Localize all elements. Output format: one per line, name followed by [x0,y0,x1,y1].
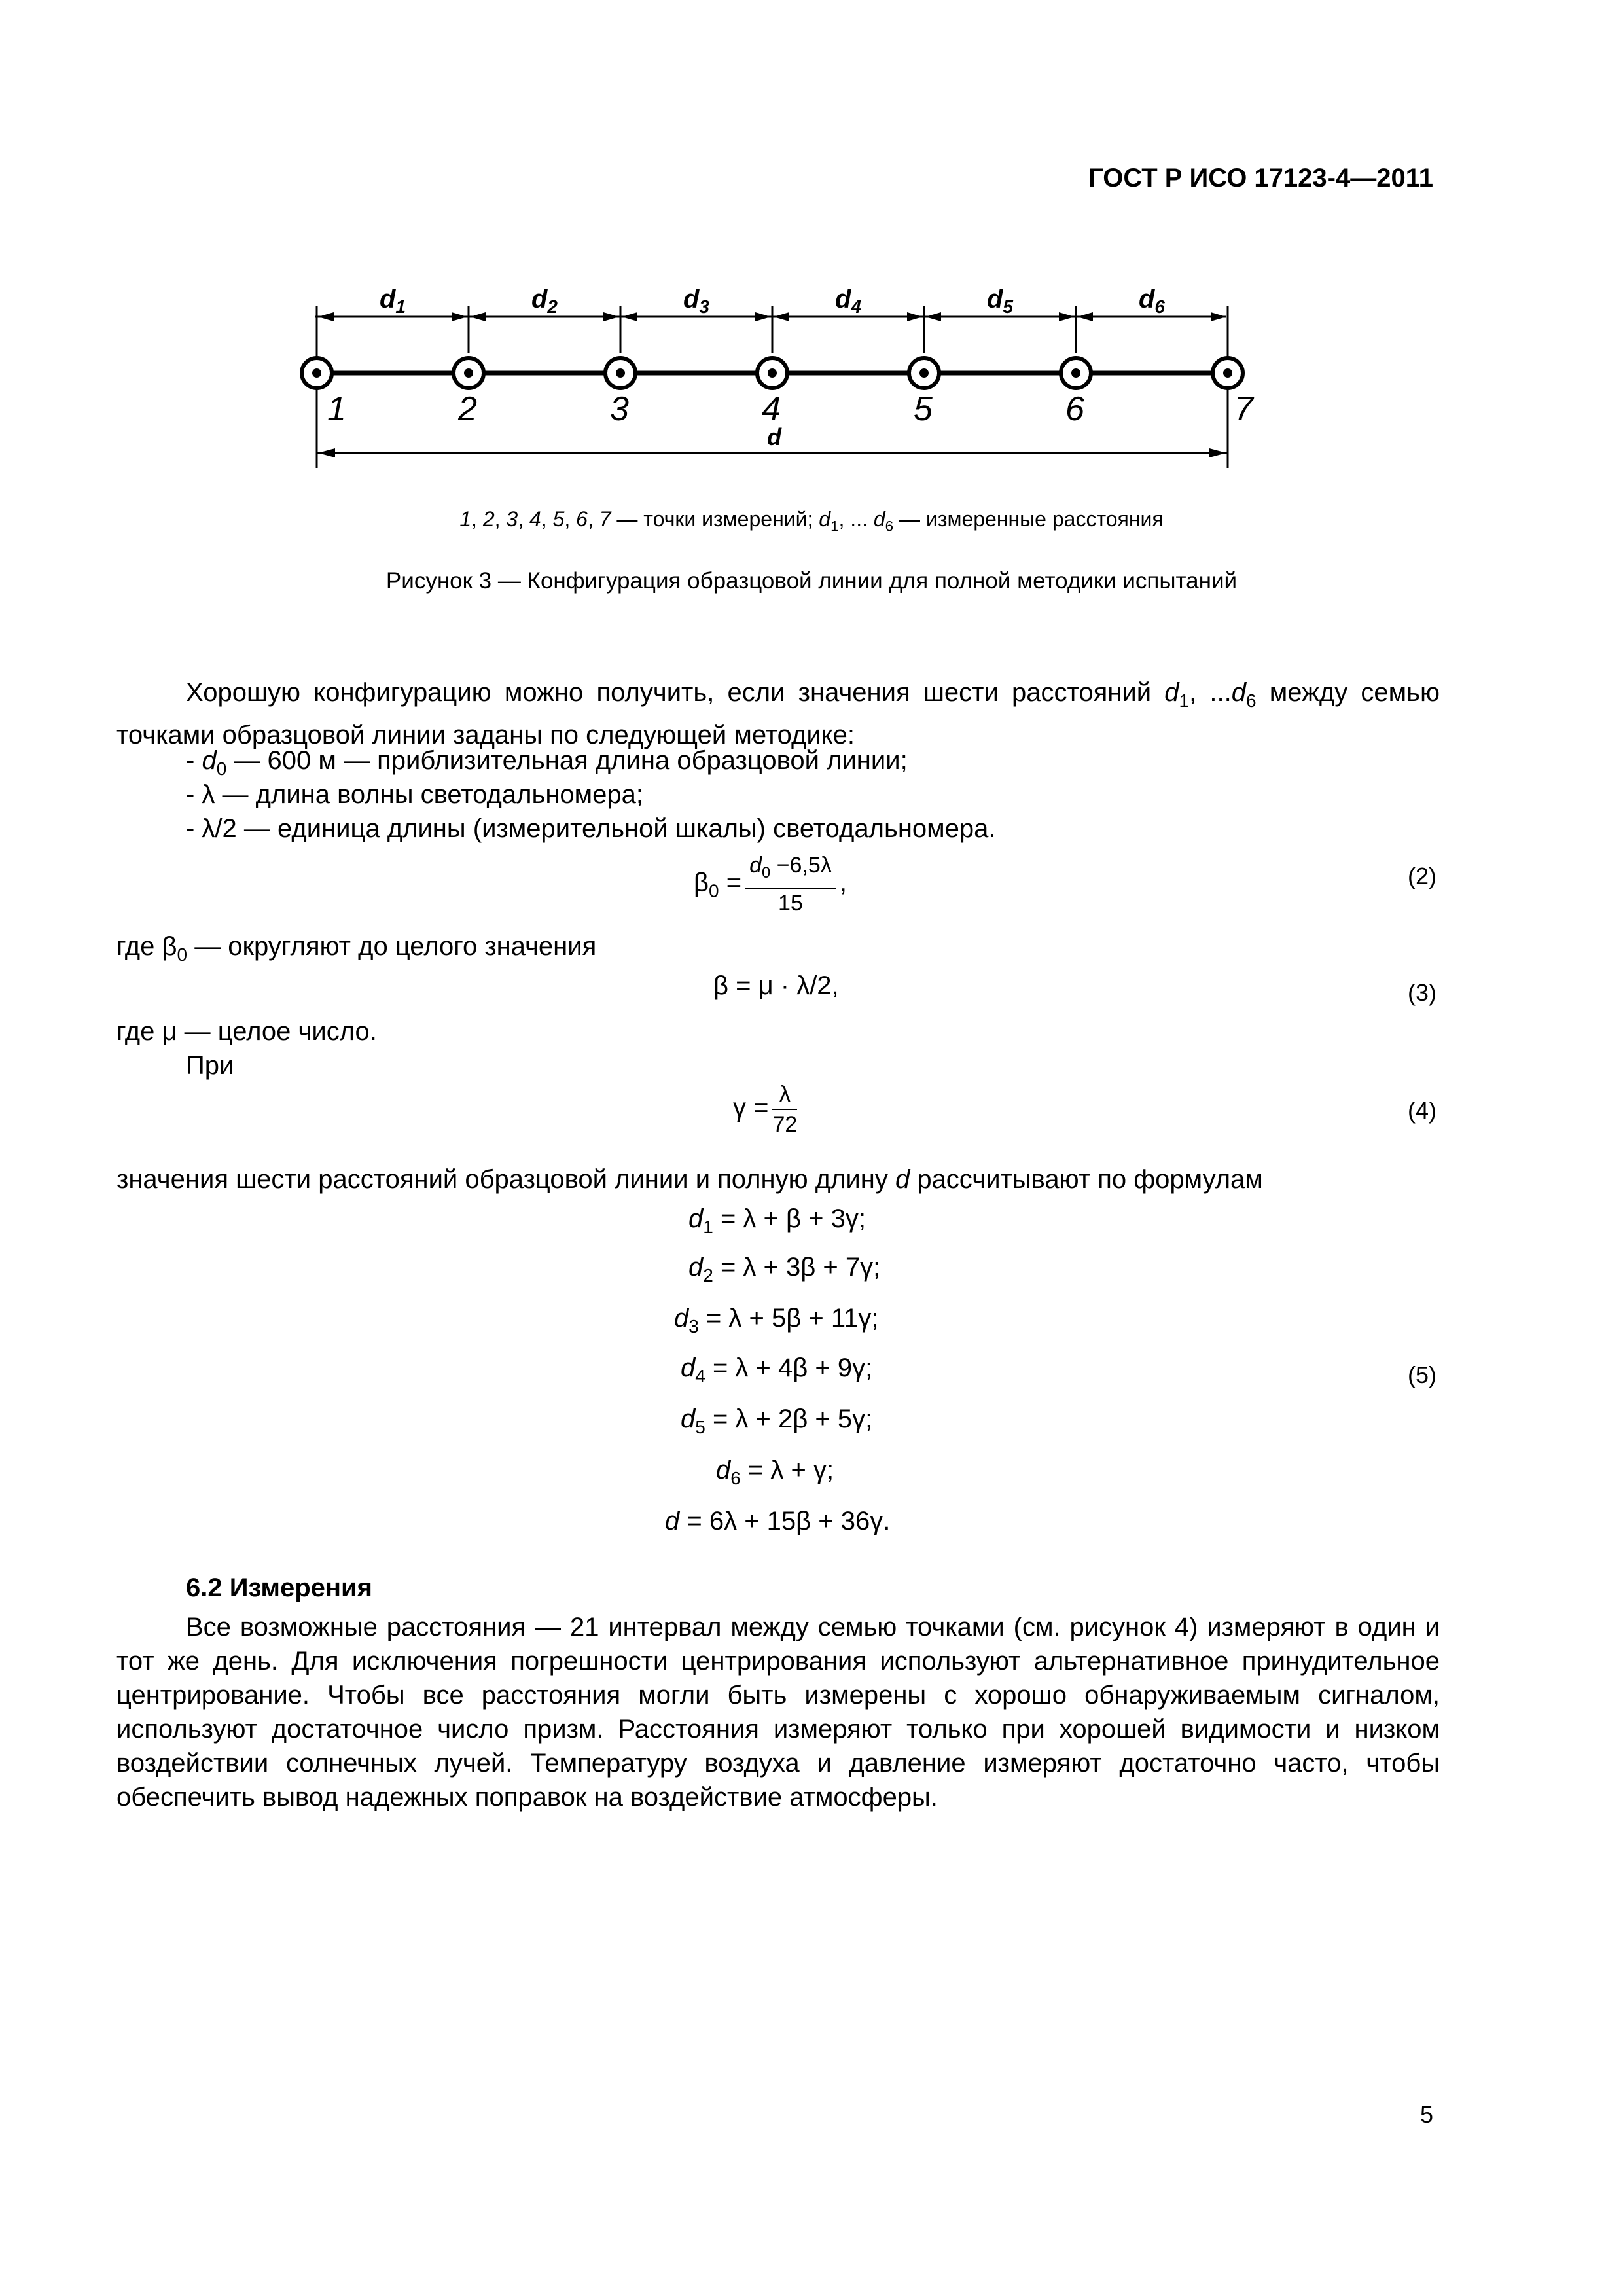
point-label-4: 4 [762,390,781,428]
measurements-paragraph: Все возможные расстояния — 21 интервал между семью точками (см. рисунок 4) измеряют в один и тот же день. Для исключения погрешности центрирования используют альтернативное принудительное центрирование. Чтобы все расстояния могли быть измерены с хорошо обнаруживаемым сигналом, используют достаточное число призм. Расстояния измеряют только при хорошей видимости и низком воздействии солнечных лучей. Температуру воздуха и давление измеряют достаточно часто, чтобы обеспечить вывод надежных поправок на воздействие атмосферы. [116,1613,1440,1812]
equation-2: $\beta_0$ = $\frac{d_0 -6,5\lambda}{15}$ , [694,851,847,918]
point-label-7: 7 [1234,390,1253,428]
point-marker-6 [1061,358,1091,388]
point-marker-7 [1213,358,1243,388]
point-marker-4 [757,358,787,388]
list-item-lambda: - λ — длина волны светодальномера; [186,780,644,809]
equation-5-line-7: d = 6λ + 15β + 36γ. [665,1507,891,1535]
total-length-label: d [767,423,781,450]
equation-5-line-5: $d_5 = \lambda + 2\beta + 5\gamma$; [681,1405,873,1437]
equation-4: γ = $\frac{\lambda}{72}$ [733,1080,801,1139]
equation-3: β = μ · λ/2, [713,971,839,1000]
figure-legend: 1, 2, 3, 4, 5, 6, 7 — точки измерений; $d_1$, ... $d_6$ — измеренные расстояния [459,507,1164,535]
baseline-figure [0,0,1623,497]
page-number: 5 [1419,2101,1433,2128]
point-marker-2 [454,358,484,388]
where-beta0-text: где $\beta_0$ — округляют до целого значения [116,932,597,965]
list-item-half-lambda: - λ/2 — единица длины (измерительной шкалы) светодальномера. [186,814,996,843]
section-heading: 6.2 Измерения [186,1573,372,1602]
equation-5-line-1: $d_1 = \lambda + \beta + 3\gamma$; [688,1204,866,1237]
equation-5-line-3: $d_3 = \lambda + 5\beta + 11\gamma$; [674,1304,879,1336]
equation-4-number: (4) [1408,1097,1436,1124]
point-label-2: 2 [458,390,477,428]
document-header: ГОСТ Р ИСО 17123-4—2011 [1088,164,1433,192]
where-mu-text: где μ — целое число. [116,1017,377,1046]
point-marker-5 [909,358,939,388]
segment-label-d3: $d_3$ [683,285,710,317]
segment-label-d2: $d_2$ [531,285,558,317]
equation-3-number: (3) [1408,979,1436,1006]
distances-intro-text: значения шести расстояний образцовой линии и полную длину d рассчитывают по формулам [116,1165,1263,1194]
segment-label-d5: $d_5$ [986,285,1014,317]
pri-text: При [186,1051,234,1080]
segment-label-d6: $d_6$ [1138,285,1166,317]
intro-paragraph: Хорошую конфигурацию можно получить, если значения шести расстояний $d_1$, $...d_6$ между семью точками образцовой линии заданы по следующей методике: [116,678,1440,749]
point-label-5: 5 [914,390,933,428]
point-marker-1 [302,358,332,388]
point-marker-3 [605,358,635,388]
point-label-1: 1 [327,390,346,428]
point-label-3: 3 [610,390,629,428]
equation-2-number: (2) [1408,863,1436,889]
equation-5-line-6: $d_6 = \lambda + \gamma$; [716,1456,834,1488]
point-label-6: 6 [1065,390,1084,428]
equation-5-line-2: $d_2 = \lambda + 3\beta + 7\gamma$; [688,1253,881,1285]
segment-label-d1: $d_1$ [379,285,406,317]
equation-5-number: (5) [1408,1361,1436,1388]
equation-5-line-4: $d_4 = \lambda + 4\beta + 9\gamma$; [681,1354,873,1386]
segment-label-d4: $d_4$ [834,285,862,317]
list-item-d0: - $d_0$ — 600 м — приблизительная длина образцовой линии; [186,746,908,779]
figure-caption: Рисунок 3 — Конфигурация образцовой линии для полной методики испытаний [385,568,1238,594]
